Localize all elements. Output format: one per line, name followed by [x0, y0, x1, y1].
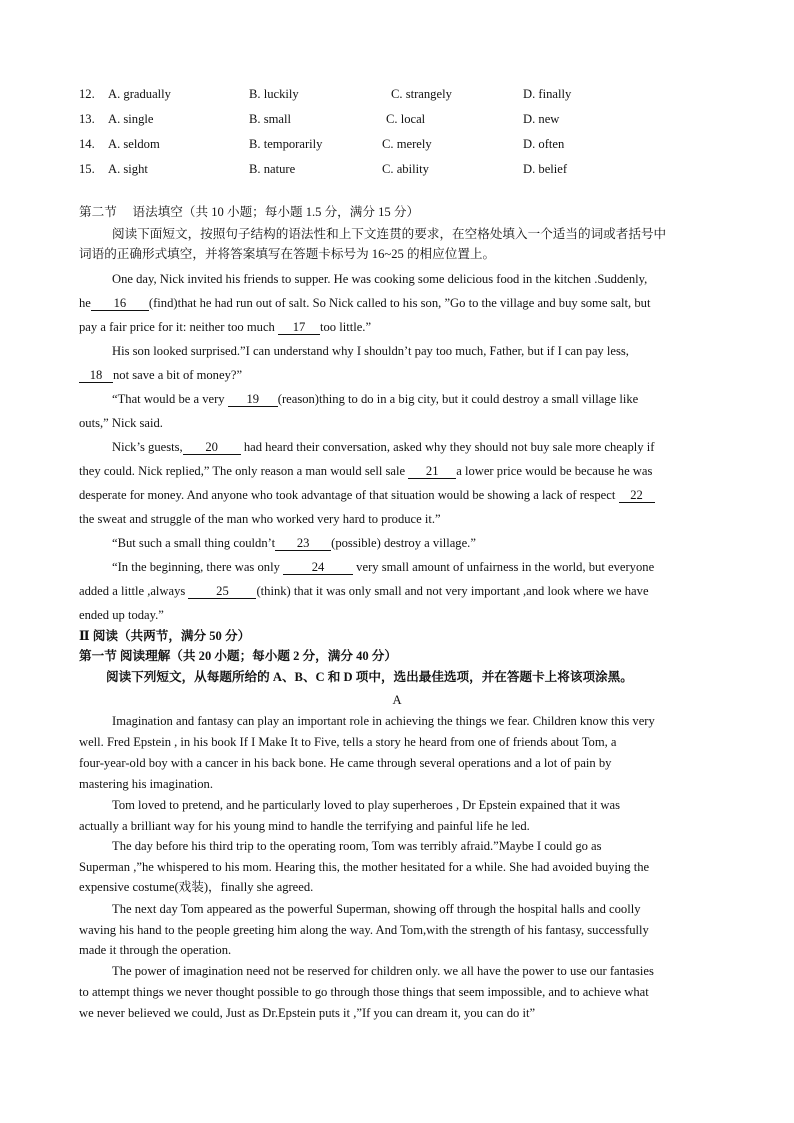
reading-instructions: 阅读下列短文，从每题所给的 A、B、C 和 D 项中，选出最佳选项，并在答题卡上将该项涂黑。 [106, 670, 633, 684]
cloze-text: (possible) destroy a village.” [331, 536, 476, 550]
cloze-line [112, 391, 638, 407]
blank-16[interactable]: 16 [91, 296, 149, 311]
cloze-text: Nick’s guests, [112, 440, 183, 454]
question-number: 12. [79, 87, 95, 101]
part-heading: Ⅱ 阅读（共两节，满分 50 分） [79, 629, 251, 643]
passage-line: waving his hand to the people greeting him along the way. And Tom,with the strength of his fantasy, successfully [79, 923, 649, 937]
cloze-text: pay a fair price for it: neither too much [79, 320, 278, 334]
section-heading: 第二节 语法填空（共 10 小题；每小题 1.5 分，满分 15 分） [79, 205, 420, 219]
passage-line: we never believed we could, Just as Dr.Epstein puts it ,”If you can dream it, you can do it” [79, 1006, 536, 1020]
passage-line: The power of imagination need not be reserved for children only. we all have the power to use our fantasies [112, 964, 654, 978]
option-c: C. local [386, 112, 426, 126]
passage-line: actually a brilliant way for his young mind to handle the terrifying and painful life he led. [79, 819, 530, 833]
blank-22[interactable]: 22 [619, 488, 655, 503]
option-c: C. ability [382, 162, 429, 176]
cloze-text: (think) that it was only small and not very important ,and look where we have [256, 584, 649, 598]
cloze-text: too little.” [319, 320, 372, 334]
cloze-text: not save a bit of money?” [113, 368, 243, 382]
blank-21[interactable]: 21 [408, 464, 456, 479]
blank-20[interactable]: 20 [183, 440, 241, 455]
question-number: 15. [79, 162, 95, 176]
question-number: 13. [79, 112, 95, 126]
cloze-line [79, 367, 242, 383]
cloze-line [79, 295, 650, 311]
cloze-line: His son looked surprised.”I can understand why I shouldn’t pay too much, Father, but if I can pay less, [112, 344, 629, 358]
cloze-line [112, 559, 654, 575]
passage-line: Imagination and fantasy can play an important role in achieving the things we fear. Children know this very [112, 714, 655, 728]
option-b: B. nature [249, 162, 296, 176]
cloze-line: One day, Nick invited his friends to supper. He was cooking some delicious food in the kitchen .Suddenly, [112, 272, 648, 286]
blank-17[interactable]: 17 [278, 320, 320, 335]
cloze-text: (find)that he had run out of salt. So Nick called to his son, ”Go to the village and buy some salt, but [148, 296, 651, 310]
cloze-line [112, 439, 654, 455]
cloze-line [79, 487, 655, 503]
cloze-text: added a little ,always [79, 584, 189, 598]
passage-label: A [392, 693, 402, 707]
passage-line: The next day Tom appeared as the powerful Superman, showing off through the hospital halls and coolly [112, 902, 641, 916]
cloze-text: he [79, 296, 91, 310]
cloze-text: “But such a small thing couldn’t [112, 536, 276, 550]
option-c: C. merely [382, 137, 432, 151]
passage-line: four-year-old boy with a cancer in his back bone. He came through several operations and a lot of pain by [79, 756, 612, 770]
passage-line: made it through the operation. [79, 943, 232, 957]
passage-line: expensive costume(戏装)，finally she agreed. [79, 880, 314, 894]
cloze-text: had heard their conversation, asked why they should not buy sale more cheaply if [240, 440, 655, 454]
cloze-text: “That would be a very [112, 392, 228, 406]
blank-18[interactable]: 18 [79, 368, 113, 383]
cloze-line: outs,” Nick said. [79, 416, 163, 430]
passage-line: The day before his third trip to the operating room, Tom was terribly afraid.”Maybe I could go as [112, 839, 602, 853]
question-number: 14. [79, 137, 95, 151]
cloze-line [79, 319, 371, 335]
cloze-text: (reason)thing to do in a big city, but it could destroy a small village like [277, 392, 639, 406]
option-d: D. finally [523, 87, 572, 101]
cloze-text: very small amount of unfairness in the world, but everyone [353, 560, 655, 574]
instructions-line-1: 阅读下面短文，按照句子结构的语法性和上下文连贯的要求，在空格处填入一个适当的词或者括号中 [112, 227, 667, 241]
option-a: A. gradually [108, 87, 171, 101]
passage-line: Tom loved to pretend, and he particularly loved to play superheroes , Dr Epstein expained that it was [112, 798, 620, 812]
passage-line: Superman ,”he whispered to his mom. Hearing this, the mother hesitated for a while. She had avoided buying the [79, 860, 650, 874]
cloze-text: desperate for money. And anyone who took advantage of that situation would be showing a lack of respect [79, 488, 619, 502]
option-b: B. temporarily [249, 137, 323, 151]
cloze-line [79, 583, 649, 599]
blank-23[interactable]: 23 [275, 536, 331, 551]
option-b: B. small [249, 112, 291, 126]
passage-line: well. Fred Epstein , in his book If I Make It to Five, tells a story he heard from one of friends about Tom, a [79, 735, 617, 749]
cloze-text: they could. Nick replied,” The only reason a man would sell sale [79, 464, 409, 478]
option-d: D. often [523, 137, 565, 151]
option-a: A. sight [108, 162, 148, 176]
blank-24[interactable]: 24 [283, 560, 353, 575]
option-a: A. seldom [108, 137, 160, 151]
cloze-line: the sweat and struggle of the man who worked very hard to produce it.” [79, 512, 441, 526]
passage-line: mastering his imagination. [79, 777, 213, 791]
cloze-line [79, 463, 652, 479]
passage-line: to attempt things we never thought possible to go through those things that seem impossible, and to achieve what [79, 985, 649, 999]
option-d: D. new [523, 112, 560, 126]
blank-25[interactable]: 25 [188, 584, 256, 599]
cloze-text: a lower price would be because he was [456, 464, 653, 478]
option-a: A. single [108, 112, 154, 126]
cloze-line [112, 535, 476, 551]
cloze-line: ended up today.” [79, 608, 164, 622]
blank-19[interactable]: 19 [228, 392, 278, 407]
instructions-line-2: 词语的正确形式填空，并将答案填写在答题卡标号为 16~25 的相应位置上。 [79, 247, 496, 261]
cloze-text: “In the beginning, there was only [112, 560, 284, 574]
option-d: D. belief [523, 162, 568, 176]
option-c: C. strangely [391, 87, 452, 101]
option-b: B. luckily [249, 87, 299, 101]
section-heading: 第一节 阅读理解（共 20 小题；每小题 2 分，满分 40 分） [79, 649, 397, 663]
